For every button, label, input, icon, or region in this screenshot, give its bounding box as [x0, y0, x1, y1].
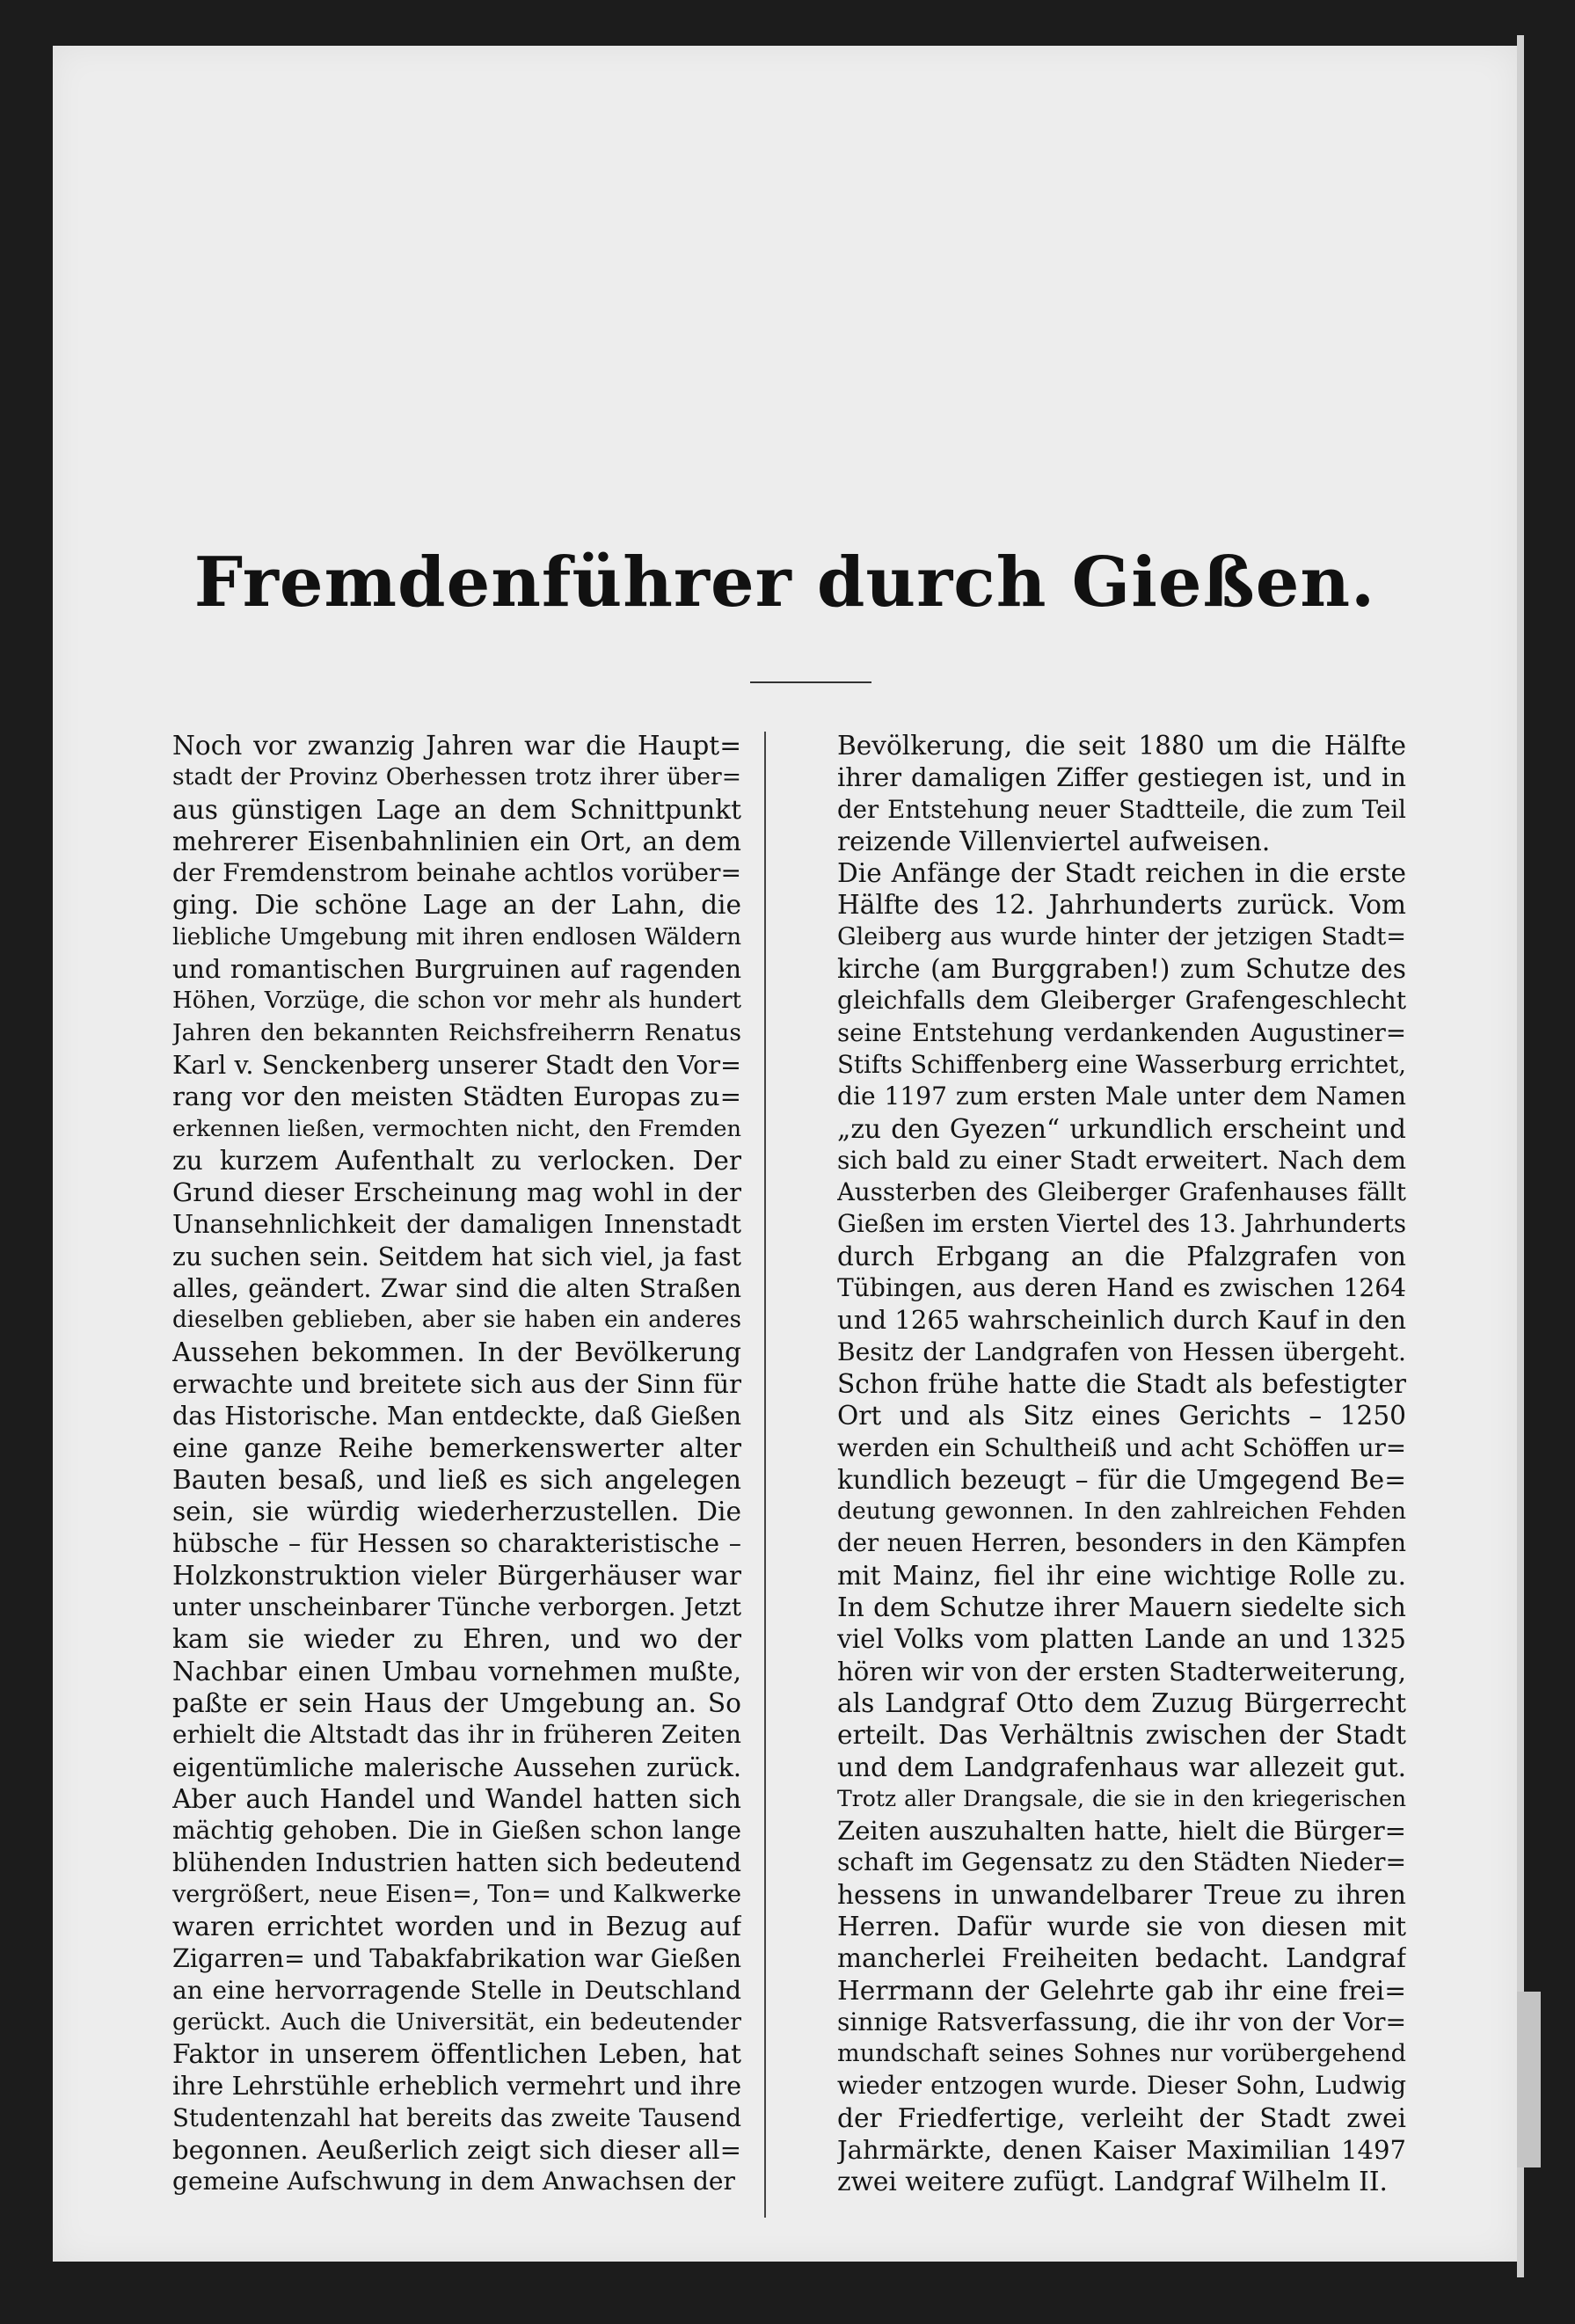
- text-line: wieder entzogen wurde. Dieser Sohn, Ludwig: [837, 2071, 1406, 2101]
- text-line: reizende Villenviertel aufweisen.: [837, 826, 1271, 856]
- text-line: aus günstigen Lage an dem Schnittpunkt: [172, 794, 741, 825]
- text-line: Besitz der Landgrafen von Hessen übergeht.: [837, 1337, 1406, 1366]
- text-line: Zigarren= und Tabakfabrikation war Gießen: [172, 1943, 741, 1974]
- text-line: zu kurzem Aufenthalt zu verlocken. Der: [172, 1145, 741, 1176]
- text-line: an eine hervorragende Stelle in Deutschland: [172, 1975, 741, 2005]
- text-line: rang vor den meisten Städten Europas zu=: [172, 1082, 741, 1112]
- page-title: Fremdenführer durch Gießen.: [193, 543, 1376, 623]
- text-line: Zeiten auszuhalten hatte, hielt die Bürger=: [837, 1816, 1406, 1847]
- text-line: und 1265 wahrscheinlich durch Kauf in den: [837, 1305, 1406, 1336]
- text-line: kirche (am Burggraben!) zum Schutze des: [837, 954, 1406, 985]
- text-line: Faktor in unserem öffentlichen Leben, hat: [172, 2039, 741, 2070]
- text-line: erkennen ließen, vermochten nicht, den Fremden: [172, 1115, 741, 1142]
- text-line: Karl v. Senckenberg unserer Stadt den Vor=: [172, 1049, 741, 1080]
- text-line: schaft im Gegensatz zu den Städten Nieder=: [837, 1847, 1406, 1877]
- text-line: „zu den Gyezen“ urkundlich erscheint und: [837, 1113, 1406, 1144]
- text-line: Jahrmärkte, denen Kaiser Maximilian 1497: [837, 2135, 1406, 2166]
- text-line: Die Anfänge der Stadt reichen in die erste: [837, 858, 1406, 889]
- text-line: kundlich bezeugt – für die Umgegend Be=: [837, 1464, 1406, 1495]
- text-line: liebliche Umgebung mit ihren endlosen Wäldern: [172, 923, 741, 951]
- text-line: Aussehen bekommen. In der Bevölkerung: [172, 1337, 741, 1367]
- text-line: der neuen Herren, besonders in den Kämpfen: [837, 1528, 1406, 1558]
- text-line: und romantischen Burgruinen auf ragenden: [172, 954, 741, 985]
- text-line: waren errichtet worden und in Bezug auf: [172, 1911, 741, 1942]
- text-line: durch Erbgang an die Pfalzgrafen von: [837, 1241, 1406, 1271]
- text-line: erwachte und breitete sich aus der Sinn für: [172, 1368, 741, 1399]
- text-line: mächtig gehoben. Die in Gießen schon lange: [172, 1816, 741, 1846]
- text-line: zu suchen sein. Seitdem hat sich viel, ja fast: [172, 1241, 741, 1271]
- text-line: Nachbar einen Umbau vornehmen mußte,: [172, 1656, 741, 1687]
- text-line: kam sie wieder zu Ehren, und wo der: [172, 1624, 741, 1655]
- text-line: der Fremdenstrom beinahe achtlos vorüber=: [172, 858, 741, 888]
- text-line: mundschaft seines Sohnes nur vorübergehend: [837, 2040, 1406, 2068]
- text-line: Holzkonstruktion vieler Bürgerhäuser war: [172, 1560, 741, 1591]
- text-line: mancherlei Freiheiten bedacht. Landgraf: [837, 1943, 1406, 1974]
- text-line: Höhen, Vorzüge, die schon vor mehr als hundert: [172, 987, 741, 1015]
- text-line: werden ein Schultheiß und acht Schöffen ur=: [837, 1432, 1406, 1462]
- right-column: [837, 730, 1406, 2198]
- text-line: Bevölkerung, die seit 1880 um die Hälfte: [837, 731, 1406, 761]
- text-line: ging. Die schöne Lage an der Lahn, die: [172, 890, 741, 921]
- text-line: eine ganze Reihe bemerkenswerter alter: [172, 1432, 741, 1463]
- column-divider: [764, 732, 766, 2218]
- text-line: Aussterben des Gleiberger Grafenhauses fällt: [837, 1177, 1406, 1207]
- text-line: Herrmann der Gelehrte gab ihr eine frei=: [837, 1975, 1406, 2006]
- text-line: der Entstehung neuer Stadtteile, die zum Teil: [837, 794, 1406, 824]
- text-line: Jahren den bekannten Reichsfreiherrn Renatus: [172, 1018, 741, 1046]
- text-line: als Landgraf Otto dem Zuzug Bürgerrecht: [837, 1687, 1406, 1718]
- text-line: blühenden Industrien hatten sich bedeutend: [172, 1847, 741, 1878]
- text-line: und dem Landgrafenhaus war allezeit gut.: [837, 1752, 1406, 1782]
- text-line: mit Mainz, fiel ihr eine wichtige Rolle zu.: [837, 1560, 1406, 1591]
- text-line: ihre Lehrstühle erheblich vermehrt und ihre: [172, 2071, 741, 2102]
- text-line: Ort und als Sitz eines Gerichts – 1250: [837, 1401, 1406, 1432]
- text-line: hessens in unwandelbarer Treue zu ihren: [837, 1879, 1406, 1910]
- text-line: viel Volks vom platten Lande an und 1325: [837, 1624, 1406, 1655]
- text-line: dieselben geblieben, aber sie haben ein anderes: [172, 1307, 741, 1334]
- text-line: Schon frühe hatte die Stadt als befestigter: [837, 1368, 1406, 1399]
- text-line: erteilt. Das Verhältnis zwischen der Stadt: [837, 1720, 1406, 1751]
- text-line: seine Entstehung verdankenden Augustiner=: [837, 1017, 1406, 1047]
- text-line: gleichfalls dem Gleiberger Grafengeschlecht: [837, 986, 1406, 1016]
- text-line: begonnen. Aeußerlich zeigt sich dieser all=: [172, 2135, 741, 2166]
- text-line: hübsche – für Hessen so charakteristische –: [172, 1528, 741, 1559]
- text-line: Tübingen, aus deren Hand es zwischen 1264: [837, 1273, 1406, 1303]
- text-line: die 1197 zum ersten Male unter dem Namen: [837, 1082, 1406, 1111]
- text-line: gerückt. Auch die Universität, ein bedeutender: [172, 2007, 741, 2036]
- text-line: Hälfte des 12. Jahrhunderts zurück. Vom: [837, 890, 1406, 921]
- text-line: unter unscheinbarer Tünche verborgen. Jetzt: [172, 1592, 741, 1622]
- title-rule: [750, 681, 871, 683]
- text-line: sich bald zu einer Stadt erweitert. Nach dem: [837, 1145, 1406, 1175]
- text-line: hören wir von der ersten Stadterweiterung,: [837, 1656, 1406, 1687]
- text-line: Noch vor zwanzig Jahren war die Haupt=: [172, 731, 741, 761]
- text-line: sein, sie würdig wiederherzustellen. Die: [172, 1497, 741, 1527]
- text-line: zwei weitere zufügt. Landgraf Wilhelm II.: [837, 2167, 1388, 2197]
- text-line: Stifts Schiffenberg eine Wasserburg errichtet,: [837, 1049, 1406, 1079]
- page-edge: [1517, 35, 1524, 2277]
- text-line: Trotz aller Drangsale, die sie in den kriegerischen: [837, 1785, 1406, 1811]
- book-page: [53, 46, 1517, 2262]
- text-line: Herren. Dafür wurde sie von diesen mit: [837, 1911, 1406, 1942]
- text-line: deutung gewonnen. In den zahlreichen Fehden: [837, 1497, 1406, 1526]
- text-line: Gleiberg aus wurde hinter der jetzigen Stadt=: [837, 922, 1406, 951]
- text-line: Unansehnlichkeit der damaligen Innenstadt: [172, 1209, 741, 1240]
- text-line: der Friedfertige, verleiht der Stadt zwei: [837, 2102, 1406, 2133]
- text-line: Studentenzahl hat bereits das zweite Tausend: [172, 2102, 741, 2132]
- left-column: [172, 730, 741, 2198]
- text-line: Gießen im ersten Viertel des 13. Jahrhunderts: [837, 1209, 1406, 1239]
- text-line: In dem Schutze ihrer Mauern siedelte sich: [837, 1592, 1406, 1623]
- text-line: alles, geändert. Zwar sind die alten Straßen: [172, 1273, 741, 1304]
- text-line: eigentümliche malerische Aussehen zurück.: [172, 1752, 741, 1782]
- text-line: mehrerer Eisenbahnlinien ein Ort, an dem: [172, 826, 741, 856]
- text-line: Grund dieser Erscheinung mag wohl in der: [172, 1177, 741, 1208]
- text-line: das Historische. Man entdeckte, daß Gießen: [172, 1401, 741, 1432]
- text-line: paßte er sein Haus der Umgebung an. So: [172, 1687, 741, 1718]
- text-line: Aber auch Handel und Wandel hatten sich: [172, 1783, 741, 1814]
- text-line: vergrößert, neue Eisen=, Ton= und Kalkwerke: [172, 1880, 741, 1908]
- text-line: gemeine Aufschwung in dem Anwachsen der: [172, 2167, 735, 2197]
- text-line: erhielt die Altstadt das ihr in früheren Zeiten: [172, 1720, 741, 1750]
- text-line: stadt der Provinz Oberhessen trotz ihrer über=: [172, 763, 741, 791]
- text-line: sinnige Ratsverfassung, die ihr von der Vor=: [837, 2007, 1406, 2036]
- text-line: ihrer damaligen Ziffer gestiegen ist, und in: [837, 762, 1406, 793]
- text-line: Bauten besaß, und ließ es sich angelegen: [172, 1464, 741, 1495]
